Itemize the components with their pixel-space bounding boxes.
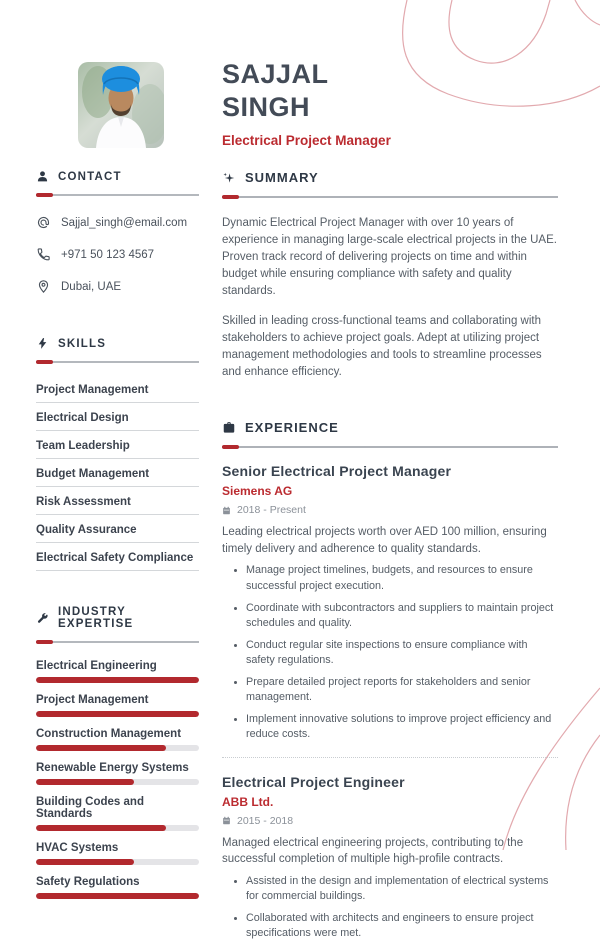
expertise-list xyxy=(36,660,199,899)
expertise-progress-track xyxy=(36,859,199,865)
job-bullet: • Manage project timelines, budgets, and resources to ensure successful project execution. xyxy=(246,563,558,593)
expertise-progress-fill xyxy=(36,825,166,831)
section-divider xyxy=(222,445,558,449)
contact-item-text: +971 50 123 4567 xyxy=(61,248,155,261)
skill-item: Team Leadership xyxy=(36,436,199,459)
job-bullet: • Coordinate with subcontractors and suppliers to maintain project schedules and quality. xyxy=(246,601,558,631)
expertise-label: Electrical Engineering xyxy=(36,660,157,672)
contact-section-header xyxy=(36,170,199,183)
skill-item: Risk Assessment xyxy=(36,492,199,515)
contact-item-text: Dubai, UAE xyxy=(61,280,122,293)
sidebar xyxy=(36,170,199,910)
expertise-item xyxy=(36,762,199,785)
profile-photo xyxy=(78,62,164,148)
job-position-title: Electrical Project Engineer xyxy=(222,773,405,790)
section-divider xyxy=(222,195,558,199)
sparkle-icon xyxy=(222,171,236,185)
industry-expertise-section-header xyxy=(36,606,199,630)
job-bullet: • Prepare detailed project reports for stakeholders and senior management. xyxy=(246,675,558,705)
calendar-icon xyxy=(222,506,231,515)
expertise-progress-track xyxy=(36,677,199,683)
contact-item xyxy=(36,215,199,230)
job-description: Leading electrical projects worth over AED 100 million, ensuring timely delivery and adherence to quality standards. xyxy=(222,526,547,555)
expertise-item xyxy=(36,842,199,865)
section-divider xyxy=(36,360,199,364)
experience-job xyxy=(222,463,558,742)
job-dates-text: 2018 - Present xyxy=(237,504,306,517)
expertise-progress-fill xyxy=(36,677,199,683)
expertise-label: Safety Regulations xyxy=(36,876,140,888)
expertise-item xyxy=(36,694,199,717)
skill-item: Quality Assurance xyxy=(36,520,199,543)
expertise-label: Renewable Energy Systems xyxy=(36,762,189,774)
expertise-progress-track xyxy=(36,825,199,831)
last-name: SINGH xyxy=(222,91,311,122)
job-position-title: Senior Electrical Project Manager xyxy=(222,463,452,480)
skill-item: Electrical Design xyxy=(36,408,199,431)
summary-paragraphs xyxy=(222,215,558,381)
experience-section-header xyxy=(222,420,558,435)
expertise-label: Building Codes and Standards xyxy=(36,796,144,820)
skills-section-title: SKILLS xyxy=(58,337,107,350)
job-bullet: • Implement innovative solutions to improve project efficiency and reduce costs. xyxy=(246,712,558,742)
phone-icon xyxy=(36,247,51,262)
expertise-progress-track xyxy=(36,711,199,717)
expertise-item xyxy=(36,796,199,831)
summary-paragraph: Skilled in leading cross-functional teams and collaborating with stakeholders to achieve project goals. Adept at utilizing project management methodologies and tools to streamline processes and enhance efficiency. xyxy=(222,315,542,379)
job-company: ABB Ltd. xyxy=(222,794,274,809)
job-dates xyxy=(222,815,558,827)
job-bullet: • Assisted in the design and implementation of electrical systems for commercial buildings. xyxy=(246,874,558,904)
contact-section-title: CONTACT xyxy=(58,170,122,183)
job-dates-text: 2015 - 2018 xyxy=(237,814,294,827)
contact-list xyxy=(36,215,199,294)
skill-item: Project Management xyxy=(36,380,199,403)
job-bullet-list xyxy=(222,874,558,941)
expertise-item xyxy=(36,876,199,899)
section-divider xyxy=(36,640,199,644)
lightning-bolt-icon xyxy=(36,337,49,350)
expertise-progress-track xyxy=(36,893,199,899)
expertise-progress-track xyxy=(36,745,199,751)
expertise-progress-fill xyxy=(36,711,199,717)
skills-list xyxy=(36,380,199,571)
contact-item xyxy=(36,247,199,262)
expertise-item xyxy=(36,660,199,683)
location-pin-icon xyxy=(36,279,51,294)
calendar-icon xyxy=(222,816,231,825)
section-divider xyxy=(36,193,199,197)
at-icon xyxy=(36,215,51,230)
skill-item: Budget Management xyxy=(36,464,199,487)
skill-item: Electrical Safety Compliance xyxy=(36,548,199,571)
contact-item-text: Sajjal_singh@email.com xyxy=(61,216,188,229)
profile-photo-illustration xyxy=(78,62,164,148)
job-title: Electrical Project Manager xyxy=(222,132,391,148)
industry-expertise-section-title: INDUSTRY EXPERTISE xyxy=(58,606,134,630)
summary-section-title: SUMMARY xyxy=(245,170,319,185)
briefcase-icon xyxy=(222,421,236,435)
experience-section-title: EXPERIENCE xyxy=(245,420,339,436)
expertise-item xyxy=(36,728,199,751)
expertise-label: Construction Management xyxy=(36,728,182,740)
person-icon xyxy=(36,170,49,183)
skills-section-header xyxy=(36,337,199,350)
expertise-progress-fill xyxy=(36,745,166,751)
main-content xyxy=(222,170,558,948)
job-company: Siemens AG xyxy=(222,484,293,499)
job-dates xyxy=(222,504,558,516)
job-description: Managed electrical engineering projects, contributing to the successful completion of multiple high-profile contracts. xyxy=(222,836,524,866)
expertise-label: HVAC Systems xyxy=(36,842,119,854)
job-bullet: • Collaborated with architects and engineers to ensure project specifications were met. xyxy=(246,911,558,941)
experience-jobs xyxy=(222,463,558,941)
expertise-progress-fill xyxy=(36,859,134,865)
page-title-name xyxy=(222,58,562,124)
job-bullet: • Conduct regular site inspections to ensure compliance with safety regulations. xyxy=(246,638,558,668)
expertise-progress-track xyxy=(36,779,199,785)
expertise-progress-fill xyxy=(36,893,199,899)
summary-paragraph: Dynamic Electrical Project Manager with over 10 years of experience in managing large-scale electrical projects in the UAE. Proven track record of delivering projects on time and within budget while ensuring compliance with safety and quality standards. xyxy=(222,217,557,298)
expertise-progress-fill xyxy=(36,779,134,785)
expertise-label: Project Management xyxy=(36,694,149,706)
summary-section-header xyxy=(222,170,558,185)
job-bullet-list xyxy=(222,563,558,742)
experience-job xyxy=(222,757,558,942)
first-name: SAJJAL xyxy=(222,59,329,89)
wrench-icon xyxy=(36,612,49,625)
contact-item xyxy=(36,279,199,294)
